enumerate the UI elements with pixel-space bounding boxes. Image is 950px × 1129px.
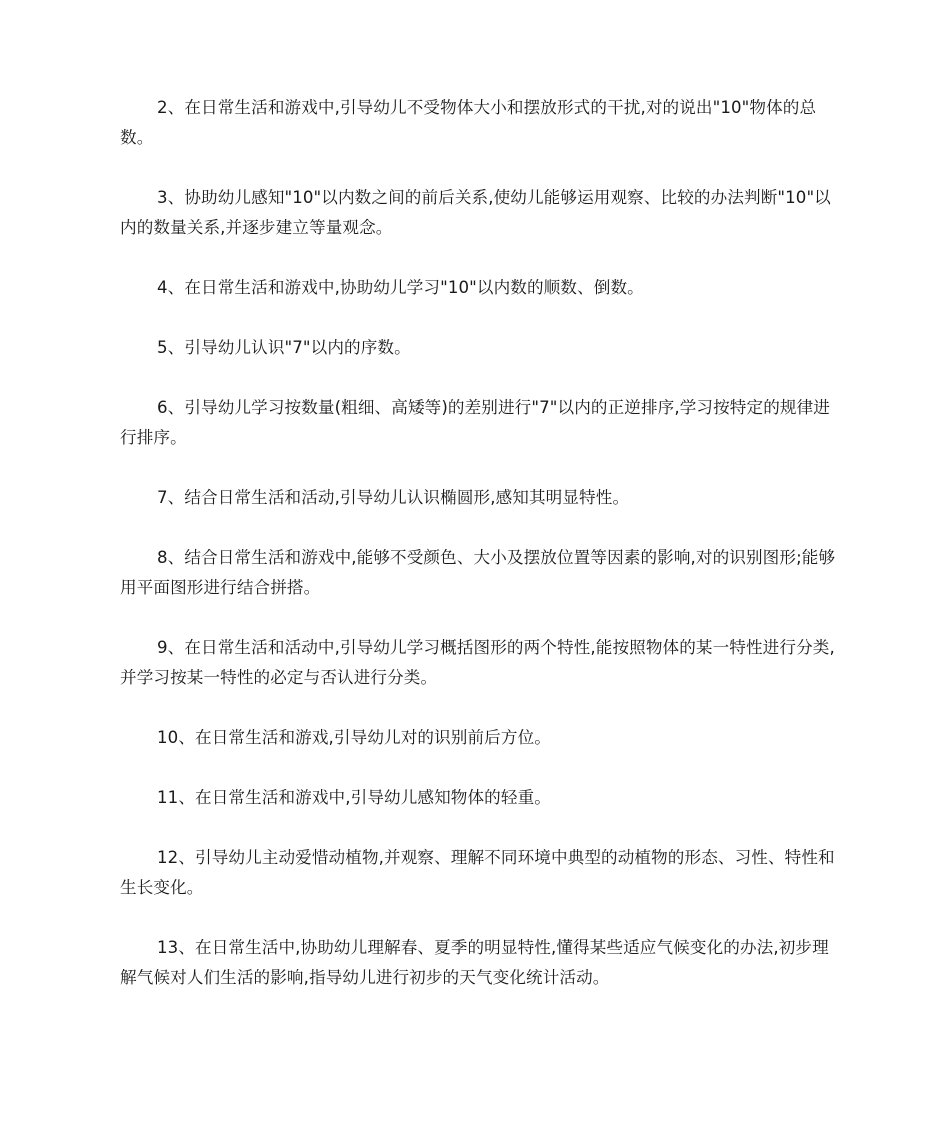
paragraph-item-13: 13、在日常生活中,协助幼儿理解春、夏季的明显特性,懂得某些适应气候变化的办法,初步理解气候对人们生活的影响,指导幼儿进行初步的天气变化统计活动。 <box>120 938 829 987</box>
paragraph-item-6: 6、引导幼儿学习按数量(粗细、高矮等)的差别进行"7"以内的正逆排序,学习按特定的规律进行排序。 <box>120 398 830 447</box>
paragraph-item-4: 4、在日常生活和游戏中,协助幼儿学习"10"以内数的顺数、倒数。 <box>157 278 644 297</box>
paragraph-item-12: 12、引导幼儿主动爱惜动植物,并观察、理解不同环境中典型的动植物的形态、习性、特性和生长变化。 <box>120 848 835 897</box>
paragraph-item-10: 10、在日常生活和游戏,引导幼儿对的识别前后方位。 <box>157 728 551 747</box>
paragraph-item-2: 2、在日常生活和游戏中,引导幼儿不受物体大小和摆放形式的干扰,对的说出"10"物体的总数。 <box>120 98 817 147</box>
paragraph-item-5: 5、引导幼儿认识"7"以内的序数。 <box>157 338 411 357</box>
paragraph-item-9: 9、在日常生活和活动中,引导幼儿学习概括图形的两个特性,能按照物体的某一特性进行分类,并学习按某一特性的必定与否认进行分类。 <box>120 638 835 687</box>
paragraph-item-8: 8、结合日常生活和游戏中,能够不受颜色、大小及摆放位置等因素的影响,对的识别图形;能够用平面图形进行结合拼搭。 <box>120 548 836 597</box>
paragraph-item-11: 11、在日常生活和游戏中,引导幼儿感知物体的轻重。 <box>157 788 551 807</box>
paragraph-item-7: 7、结合日常生活和活动,引导幼儿认识椭圆形,感知其明显特性。 <box>157 488 630 507</box>
paragraph-item-3: 3、协助幼儿感知"10"以内数之间的前后关系,使幼儿能够运用观察、比较的办法判断"10"以内的数量关系,并逐步建立等量观念。 <box>120 188 831 237</box>
document-body <box>120 93 840 1023</box>
